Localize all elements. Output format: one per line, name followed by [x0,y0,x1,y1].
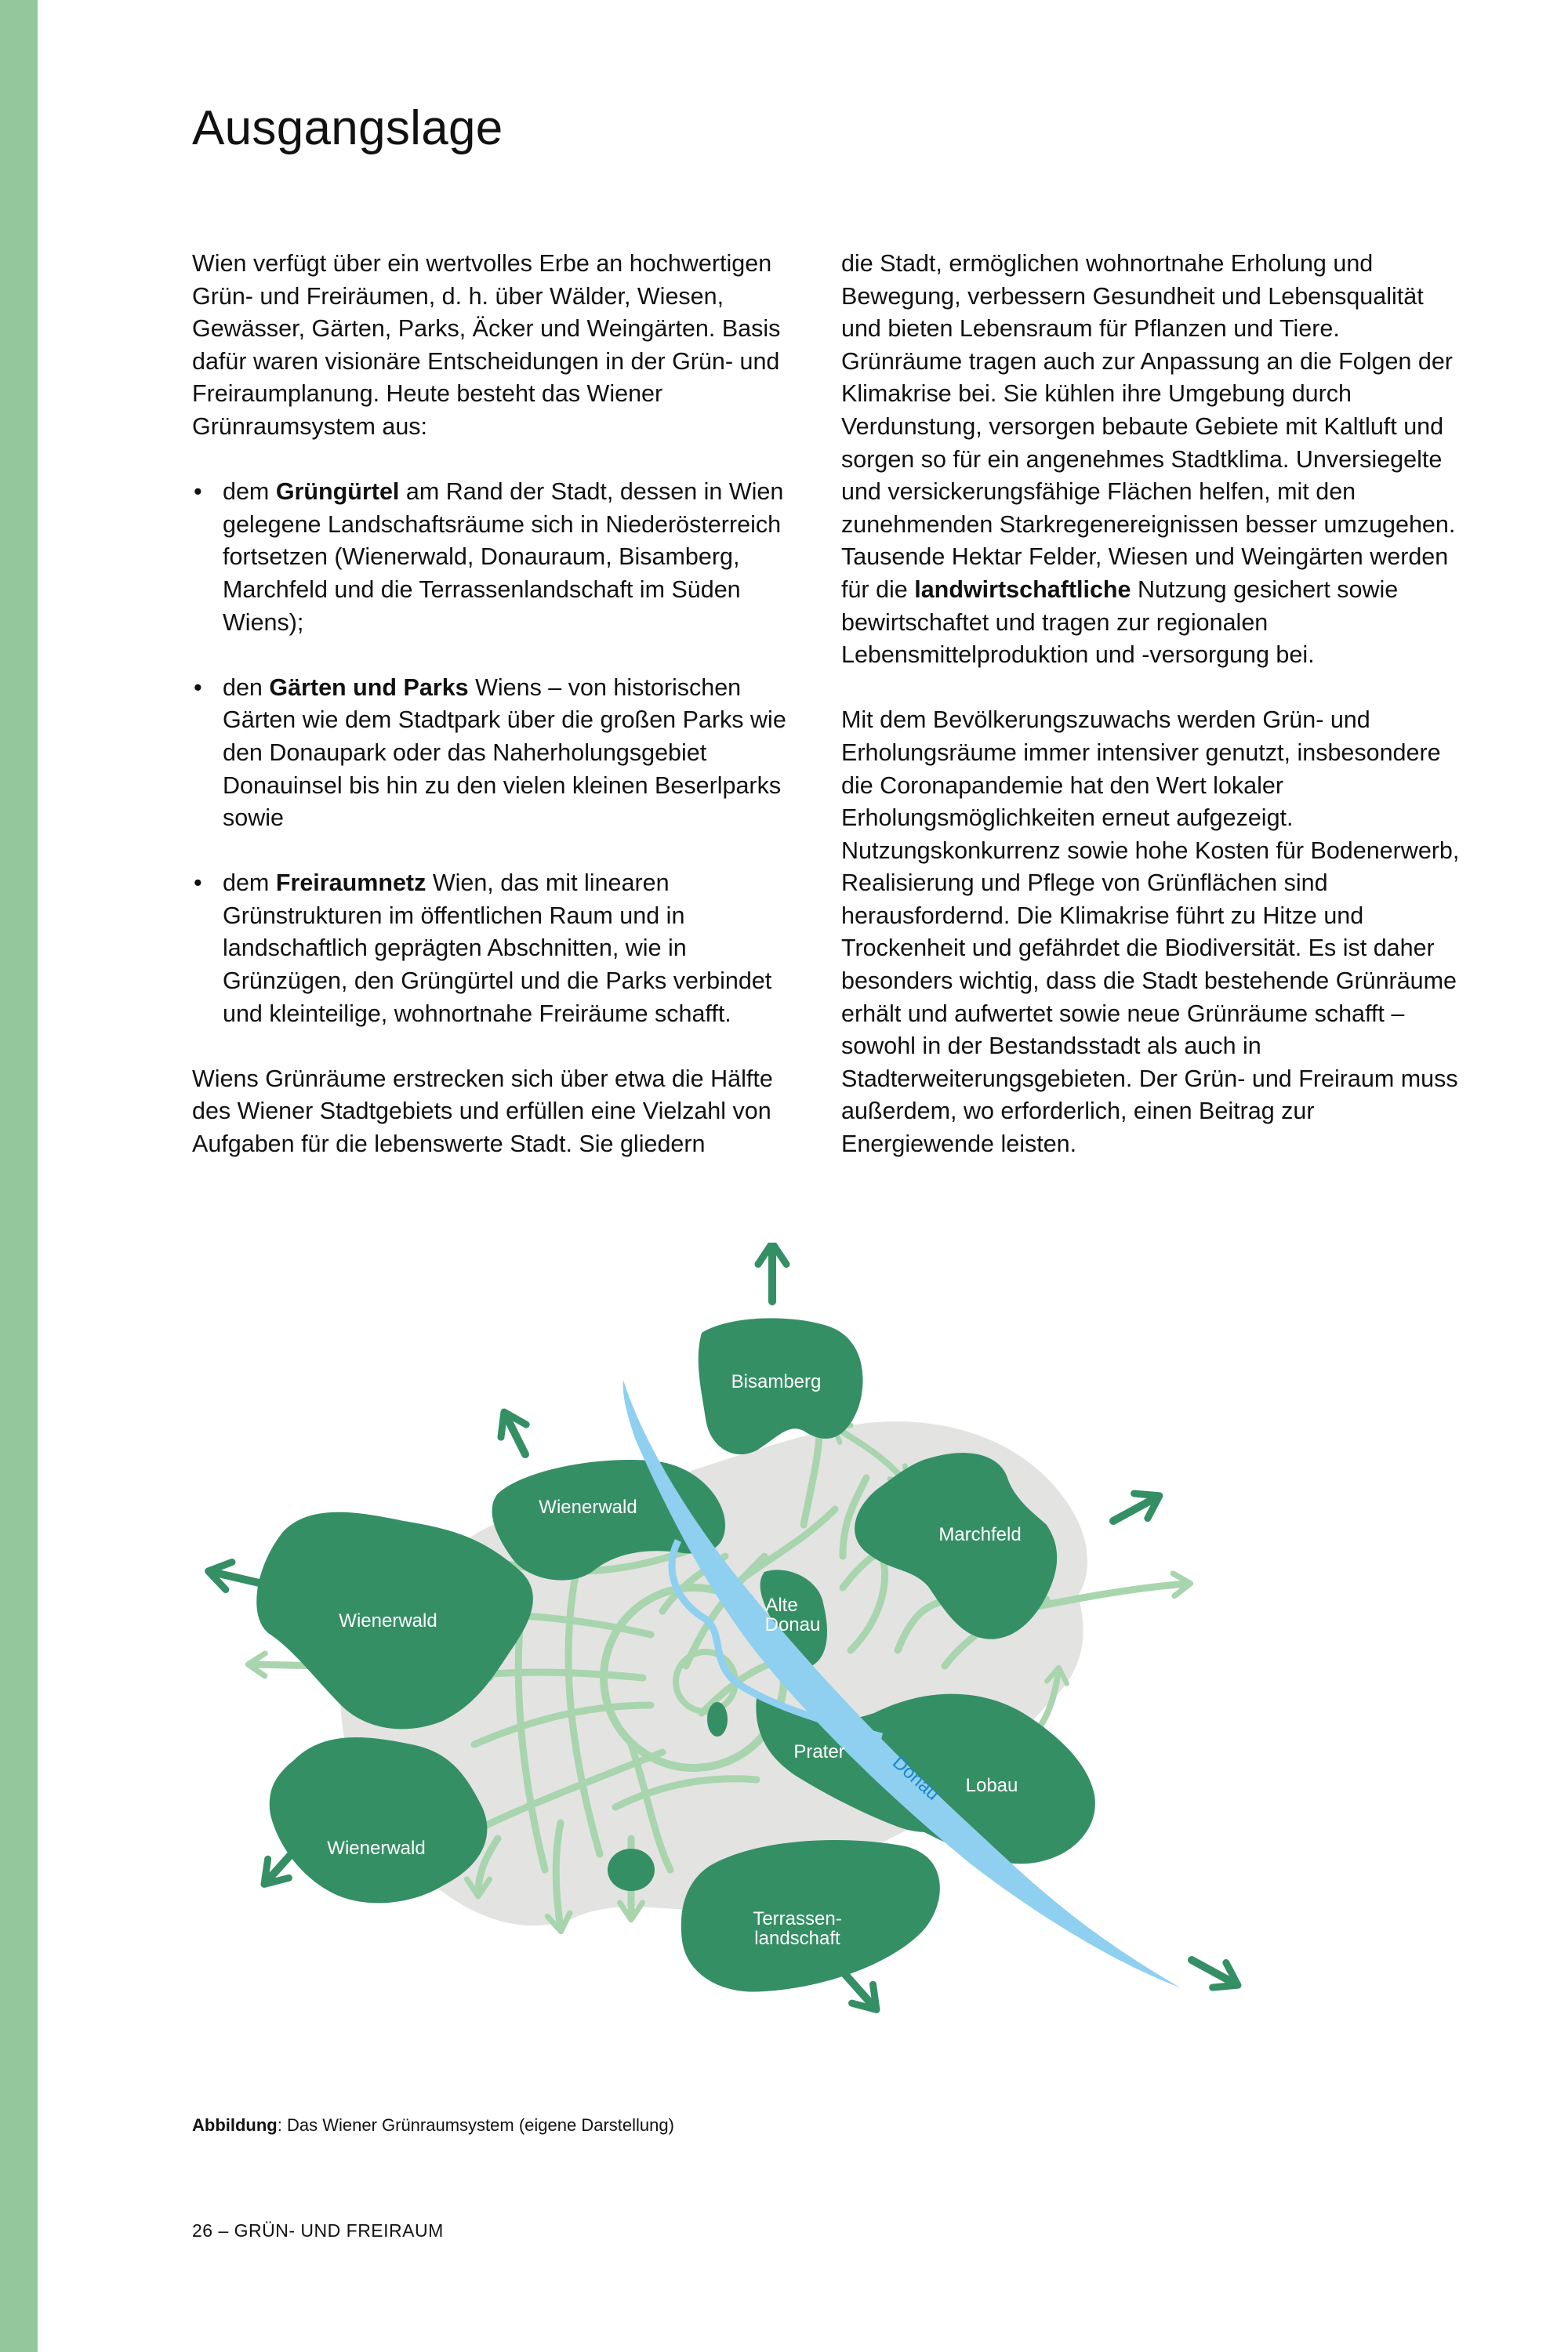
body-paragraph: Mit dem Bevölkerungszuwachs werden Grün- und Erholungsräume immer intensiver genutzt, insbesondere die Coronapandemie hat den Wert lokaler Erholungsmöglichkeiten erneut aufgezeigt. Nutzungskonkurrenz sowie hohe Kosten für Bodenerwerb, Realisierung und Pflege von Grünflächen sind herausfordernd. Die Klimakrise führt zu Hitze und Trockenheit und gefährdet die Biodiversität. Es ist daher besonders wichtig, dass die Stadt bestehende Grünräume erhält und aufwertet sowie neue Grünräume schafft – sowohl in der Bestandsstadt als auch in Stadterweiterungsgebieten. Der Grün- und Freiraum muss außerdem, wo erforderlich, einen Beitrag zur Energiewende leisten. [841,706,1460,1158]
list-item: • den Gärten und Parks Wiens – von historischen Gärten wie dem Stadtpark über die großen Parks wie den Donaupark oder das Naherholungsgebiet Donauinsel bis hin zu den vielen kleinen Beserlparks sowie [192,672,811,835]
body-paragraph: die Stadt, ermöglichen wohnortnahe Erholung und Bewegung, verbessern Gesundheit und Lebensqualität und bieten Lebensraum für Pflanzen und Tiere. Grünräume tragen auch zur Anpassung an die Folgen der Klimakrise bei. Sie kühlen ihre Umgebung durch Verdunstung, versorgen bebaute Gebiete mit Kaltluft und sorgen so für ein angenehmes Stadtklima. Unversiegelte und versickerungsfähige Flächen helfen, mit den zunehmenden Starkregenereignissen besser umzugehen. Tausende Hektar Felder, Wiesen und Weingärten werden für die landwirtschaftliche Nutzung gesichert sowie bewirtschaftet und tragen zur regionalen Lebensmittelproduktion und -versorgung bei. [841,250,1456,669]
side-accent-band [0,0,38,2352]
green-space-map [192,1243,1250,2085]
label-marchfeld: Marchfeld [938,1524,1022,1545]
text-column-right [841,248,1461,1161]
label-wienerwald-south: Wienerwald [327,1838,426,1859]
label-terrassenlandschaft: landschaft [754,1928,840,1949]
label-wienerwald-north: Wienerwald [539,1497,637,1518]
closing-paragraph: Wiens Grünräume erstrecken sich über etwa die Hälfte des Wiener Stadtgebiets und erfüllen eine Vielzahl von Aufgaben für die lebenswerte Stadt. Sie gliedern [192,1065,773,1158]
intro-paragraph: Wien verfügt über ein wertvolles Erbe an hochwertigen Grün- und Freiräumen, d. h. über Wälder, Wiesen, Gewässer, Gärten, Parks, Äcker und Weingärten. Basis dafür waren visionäre Entscheidungen in der Grün- und Freiraumplanung. Heute besteht das Wiener Grünraumsystem aus: [192,250,781,440]
label-bisamberg: Bisamberg [731,1371,822,1392]
bold-term: Grüngürtel [275,478,400,506]
text-column-left [192,248,811,1161]
bullet-icon: • [194,478,202,506]
page-title: Ausgangslage [192,101,503,155]
caption-label: Abbildung [192,2115,278,2135]
bullet-icon: • [194,869,202,897]
label-prater: Prater [793,1741,845,1762]
label-lobau: Lobau [965,1775,1018,1796]
list-item: • dem Freiraumnetz Wien, das mit linearen Grünstrukturen im öffentlichen Raum und in landschaftlich geprägten Abschnitten, wie in Grünzügen, den Grüngürtel und die Parks verbindet und kleinteilige, wohnortnahe Freiräume schafft. [192,867,811,1030]
page-footer: 26 – GRÜN- UND FREIRAUM [192,2220,444,2241]
figure-caption: Abbildung: Das Wiener Grünraumsystem (eigene Darstellung) [192,2115,674,2135]
bold-term: Gärten und Parks [269,673,469,701]
list-item: • dem Grüngürtel am Rand der Stadt, dessen in Wien gelegene Landschaftsräume sich in Niederösterreich fortsetzen (Wienerwald, Donauraum, Bisamberg, Marchfeld und die Terrassenlandschaft im Süden Wiens); [192,476,811,639]
bullet-icon: • [194,673,202,701]
area-park-south [608,1849,655,1891]
label-donau: Donau [887,1751,944,1805]
label-alte-donau: Donau [764,1614,821,1635]
green-space-map-figure [192,1243,1250,2085]
label-wienerwald-west: Wienerwald [339,1610,437,1632]
bold-term: Freiraumnetz [275,869,426,897]
green-system-list [192,476,811,1030]
label-terrassenlandschaft: Terrassen- [753,1908,842,1929]
label-alte-donau: Alte [765,1595,798,1616]
bold-term: landwirtschaftliche [914,575,1131,603]
area-park-center [707,1702,728,1737]
